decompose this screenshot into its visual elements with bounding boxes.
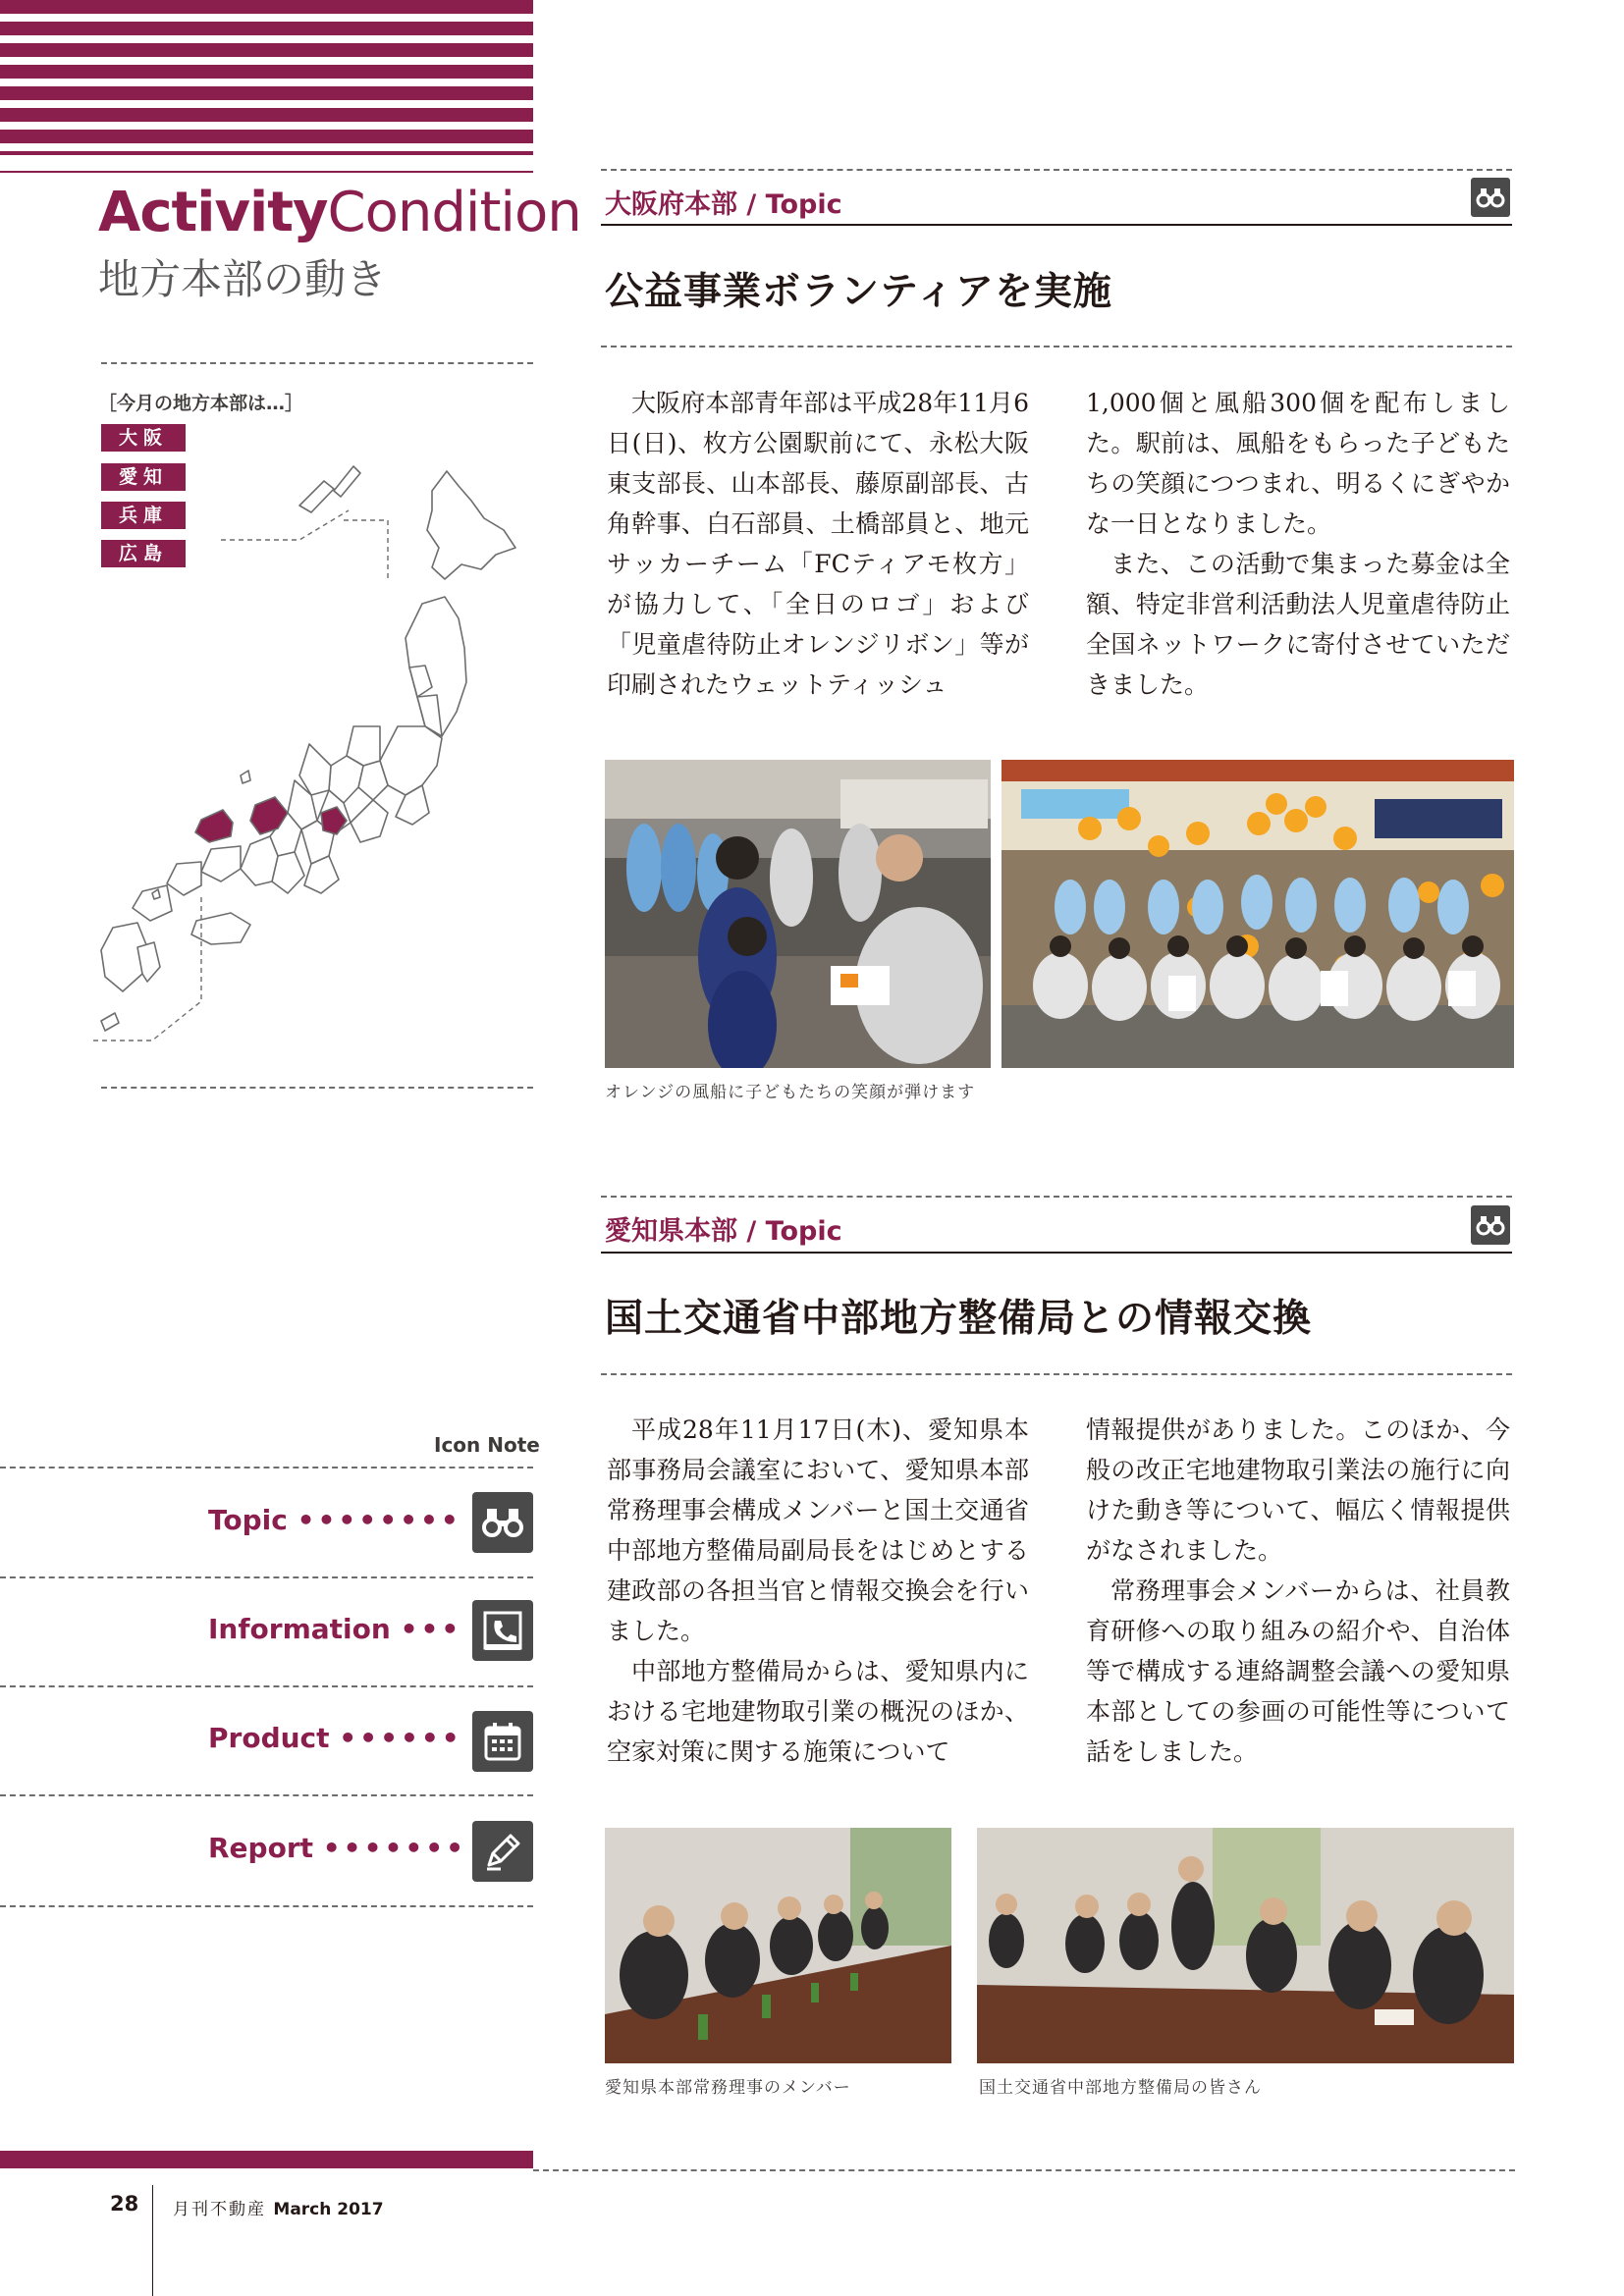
divider bbox=[101, 362, 533, 364]
divider bbox=[0, 1794, 533, 1796]
binoculars-icon bbox=[1471, 178, 1510, 217]
paragraph: 常務理事会メンバーからは、社員教育研修への取り組みの紹介や、自治体等で構成する連絡調整会議への愛知県本部としての参画の可能性等について話をしました。 bbox=[1086, 1576, 1510, 1766]
pen-icon bbox=[472, 1821, 533, 1882]
divider bbox=[101, 1087, 533, 1089]
divider bbox=[601, 169, 1512, 171]
prefecture-badge: 広島 bbox=[101, 540, 186, 567]
section-label-osaka: 大阪府本部 / Topic bbox=[605, 189, 842, 220]
paragraph: 情報提供がありました。このほか、今般の改正宅地建物取引業法の施行に向けた動き等について、幅広く情報提供がなされました。 bbox=[1086, 1415, 1510, 1565]
article2-column2 bbox=[1086, 1410, 1510, 1772]
divider bbox=[601, 346, 1512, 347]
divider bbox=[0, 1467, 533, 1468]
footer-divider bbox=[533, 2169, 1515, 2171]
page-rule bbox=[152, 2185, 153, 2296]
title-light: Condition bbox=[327, 181, 581, 244]
photo-volunteers bbox=[605, 760, 991, 1068]
icon-note-report: Report ••••••• bbox=[208, 1832, 467, 1864]
binoculars-icon bbox=[1471, 1205, 1510, 1245]
photo-caption: 愛知県本部常務理事のメンバー bbox=[605, 2078, 851, 2098]
footer-bar bbox=[0, 2151, 533, 2168]
icon-note-information: Information ••• bbox=[208, 1613, 462, 1645]
photo-group-balloons bbox=[1001, 760, 1514, 1068]
divider bbox=[601, 1196, 1512, 1198]
divider bbox=[0, 1905, 533, 1907]
page-number: 28 bbox=[110, 2192, 139, 2216]
japan-map bbox=[93, 432, 535, 1060]
paragraph: 1,000個と風船300個を配布しました。駅前は、風船をもらった子どもたちの笑顔につつまれ、明るくにぎやかな一日となりました。 bbox=[1086, 389, 1510, 538]
divider bbox=[601, 1373, 1512, 1375]
paragraph: また、この活動で集まった募金は全額、特定非営利活動法人児童虐待防止全国ネットワークに寄付させていただきました。 bbox=[1086, 550, 1510, 699]
divider bbox=[0, 1685, 533, 1687]
section-rule bbox=[601, 1252, 1512, 1254]
paragraph: 大阪府本部青年部は平成28年11月6日(日)、枚方公園駅前にて、永松大阪東支部長、山本部長、藤原副部長、古角幹事、白石部員、土橋部員と、地元サッカーチーム「FCティアモ枚方」が協力して、「全日のロゴ」および「児童虐待防止オレンジリボン」等が印刷されたウェットティッシュ bbox=[607, 389, 1029, 699]
prefecture-badge: 愛知 bbox=[101, 463, 186, 491]
divider bbox=[0, 1576, 533, 1578]
icon-note-topic: Topic •••••••• bbox=[208, 1504, 461, 1536]
title-bold: Activity bbox=[98, 181, 328, 244]
magazine-name: 月刊不動産 March 2017 bbox=[173, 2200, 384, 2219]
page-title-en bbox=[98, 181, 581, 244]
photo-ministry-officials bbox=[977, 1828, 1514, 2063]
header-rule bbox=[0, 171, 533, 173]
headline-aichi: 国土交通省中部地方整備局との情報交換 bbox=[605, 1297, 1313, 1341]
article1-column1 bbox=[607, 383, 1029, 705]
article2-column1 bbox=[607, 1410, 1029, 1772]
section-rule bbox=[601, 224, 1512, 226]
photo-aichi-members bbox=[605, 1828, 951, 2063]
header-stripes bbox=[0, 0, 533, 155]
photo-caption: 国土交通省中部地方整備局の皆さん bbox=[979, 2078, 1262, 2098]
section-label-aichi: 愛知県本部 / Topic bbox=[605, 1216, 842, 1247]
calendar-icon bbox=[472, 1711, 533, 1772]
headline-osaka: 公益事業ボランティアを実施 bbox=[605, 270, 1112, 314]
prefecture-list-heading: ［今月の地方本部は…］ bbox=[98, 393, 304, 414]
icon-note-product: Product •••••• bbox=[208, 1722, 462, 1754]
page-title-jp: 地方本部の動き bbox=[98, 255, 388, 303]
prefecture-badge: 兵庫 bbox=[101, 502, 186, 529]
prefecture-badge: 大阪 bbox=[101, 424, 186, 452]
binoculars-icon bbox=[472, 1492, 533, 1553]
paragraph: 中部地方整備局からは、愛知県内における宅地建物取引業の概況のほか、空家対策に関する施策について bbox=[607, 1657, 1029, 1766]
phone-icon bbox=[472, 1600, 533, 1661]
paragraph: 平成28年11月17日(木)、愛知県本部事務局会議室において、愛知県本部常務理事会構成メンバーと国土交通省中部地方整備局副局長をはじめとする建政部の各担当官と情報交換会を行いました。 bbox=[607, 1415, 1029, 1645]
icon-note-title: Icon Note bbox=[434, 1433, 540, 1457]
photo-caption: オレンジの風船に子どもたちの笑顔が弾けます bbox=[605, 1083, 976, 1102]
article1-column2 bbox=[1086, 383, 1510, 705]
